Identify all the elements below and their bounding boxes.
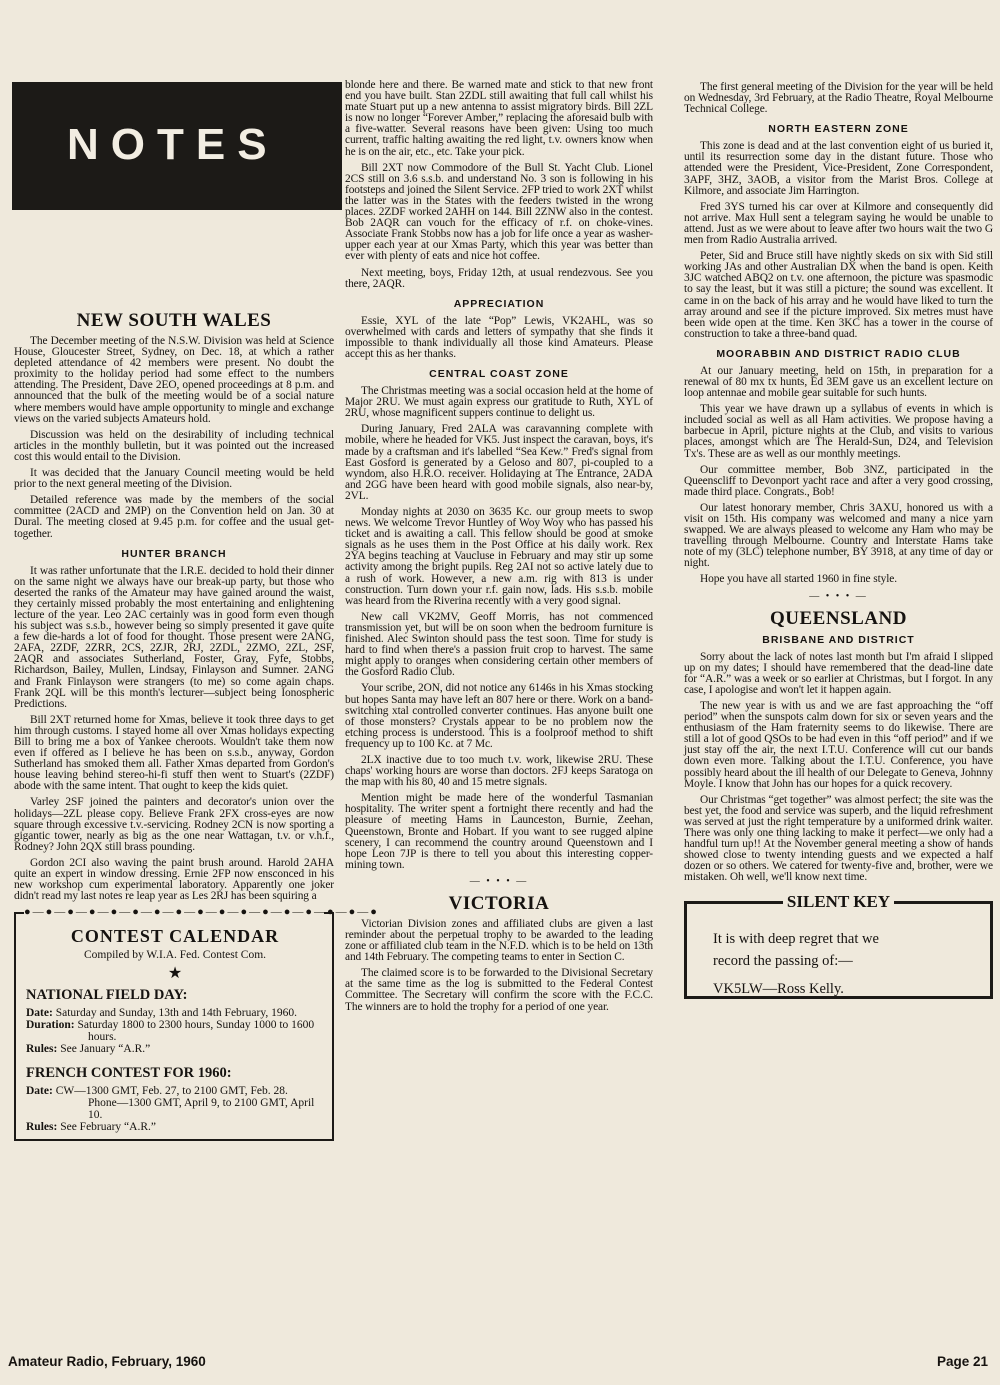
section-divider: — • • • — bbox=[809, 590, 868, 602]
field-day-date: Date: Saturday and Sunday, 13th and 14th February, 1960. bbox=[26, 1007, 297, 1020]
star-icon: ★ bbox=[167, 965, 183, 983]
paragraph: Sorry about the lack of notes last month but I'm afraid I slipped up on my dates; I should have remembered that the dead-line date for “A.R.” was a week or so earlier at Christmas, but I forgot. In any case, I apologise and won't let it happen again. bbox=[684, 650, 993, 696]
paragraph: Our Christmas “get together” was almost perfect; the site was the best yet, the food and service was superb, and the liquid refreshment was served at just the right temperature by a uniformed drink waiter. There was only one thing lacking to make it perfect—we only had a handful turn up!! At the November general meeting a show of hands showed close to twenty intending guests and we expected a half dozen or so others. We catered for twenty-five and, brother, were we mistaken. Oh well, we'll know next time. bbox=[684, 793, 993, 884]
hunter-heading: HUNTER BRANCH bbox=[121, 547, 227, 560]
paragraph: The claimed score is to be forwarded to the Divisional Secretary at the same time as the log is submitted to the Federal Contest Committee. The Secretary will confirm the score with the F.C.C. The winners are to hold the trophy for a period of one year. bbox=[345, 967, 653, 1013]
paragraph: Hope you have all started 1960 in fine style. bbox=[700, 573, 898, 586]
column-2 bbox=[345, 80, 653, 1018]
paragraph: Bill 2XT returned home for Xmas, believe it took three days to get him through customs. I stayed home all over Xmas holidays expecting Bill to bring me a box of Yankee cheroots. Wouldn't take them now even if offered as I believe he has been on s.s.b., anyway, Gordon Sutherland has smoked them all. Father Xmas departed from Gordon's house leaving behind stereo-hi-fi stuff then went to Stuart's (2ZDF) abode with the same intent. That ought to keep the kids quiet. bbox=[14, 713, 334, 793]
north-eastern-heading: NORTH EASTERN ZONE bbox=[768, 123, 909, 136]
nsw-section bbox=[14, 336, 334, 540]
paragraph: Our committee member, Bob 3NZ, participated in the Queenscliff to Devonport yacht race and after a very good crossing, made third place. Congrats., Bob! bbox=[684, 463, 993, 498]
paragraph: Varley 2SF joined the painters and decorator's union over the holidays—2ZL please copy. Believe Frank 2FX cross-eyes are now square through excessive t.v.-servicing. Rodney 2CN is now sporting a gigantic tower, nearly as big as the one near Wattagan, t.v. or v.h.f., Rodney? John 2QX still brass pounding. bbox=[14, 796, 334, 853]
victoria-heading: VICTORIA bbox=[448, 892, 550, 914]
paragraph: During January, Fred 2ALA was caravanning complete with mobile, where he headed for VK5. Just inspect the caravan, boys, it's made by a craftsman and it's labelled “Sea Kew.” Fred's signal from East Gosford is generated by a Geloso and 807, pi-coupled to a wyndom, also H.R.O. receiver. Holidaying at The Entrance, 2ADA and 2GG have been heard with good mobile signals, also near-by, 2VL. bbox=[345, 423, 653, 502]
queensland-heading: QUEENSLAND bbox=[770, 607, 907, 629]
silent-key-box bbox=[684, 892, 993, 999]
footer-page-number: Page 21 bbox=[936, 1354, 988, 1369]
paragraph: The December meeting of the N.S.W. Division was held at Science House, Gloucester Street, Sydney, on Dec. 18, at which a rather depleted attendance of 42 members were present. No doubt the proximity to the holiday period had some effect to the numbers attending. The President, Dave 2EO, opened proceedings at 8 p.m. and announced that the bulk of the meeting would be of a social nature where members would have ample opportunity to mingle and exchange views on the varied subjects Amateurs hold. bbox=[14, 335, 334, 425]
paragraph: Our latest honorary member, Chris 3AXU, honored us with a visit on 15th. His company was welcomed and many a nice yarn swapped. We are always pleased to welcome any Ham who may be travelling through Melbourne. Country and Interstate Hams take note of my (3LC) telephone number, BY 3918, at any time of day or night. bbox=[684, 501, 993, 570]
nsw-heading: NEW SOUTH WALES bbox=[76, 310, 272, 331]
paragraph: Essie, XYL of the late “Pop” Lewis, VK2AHL, was so overwhelmed with cards and letters of sympathy that she finds it impossible to thank individually all those kind Amateurs. Please accept this as her thanks. bbox=[345, 314, 653, 360]
french-contest-cw: Date: CW—1300 GMT, Feb. 27, to 2100 GMT, Feb. 28. bbox=[26, 1085, 288, 1098]
brisbane-heading: BRISBANE AND DISTRICT bbox=[762, 633, 915, 646]
column-1 bbox=[14, 82, 379, 1141]
paragraph: The new year is with us and we are fast approaching the “off period” when the sunspots calm down for six or seven years and the enthusiasm of the Ham fraternity seems to do likewise. There are still a lot of good QSOs to be had even in this “off period” and if we just stay off the air, the next I.T.U. Conference will cut our bands down even more. Talking about the I.T.U. Conference, you have possibly heard about the ill health of our Delegate to Geneva, Johnny Moyle. I know that John has our hopes for a quick recovery. bbox=[684, 699, 993, 790]
french-contest-rules: Rules: See February “A.R.” bbox=[26, 1121, 156, 1134]
contest-calendar-title: CONTEST CALENDAR bbox=[70, 926, 280, 947]
contest-compiled-by: Compiled by W.I.A. Fed. Contest Com. bbox=[83, 949, 267, 962]
moorabbin-heading: MOORABBIN AND DISTRICT RADIO CLUB bbox=[716, 347, 961, 360]
paragraph: It was rather unfortunate that the I.R.E. decided to hold their dinner on the same night we always have our break-up party, but those who deserted the ranks of the Amateur may have gained around the waist, they certainly missed probably the most entertaining and enlightening lecture of the year. Leo 2AC certainly was in good form even though his subject was s.s.b., however being so simply presented it gave quite a few die-hards a lot of food for thought. Those present were 2ANG, 2AFA, 2ZDF, 2ZRR, 2CS, 2ZJR, 2RJ, 2ZDL, 2ZMO, 2ZL, 2SF, 2AQR and associates Sutherland, Foster, Gray, Fyfe, Stobbs, Richardson, Bailey, Mullen, Lindsay, Finlayson and Sumner. 2ANG and Frank Finlayson were strangers (to me) so come again chaps. Frank 2QL will be this month's lecturer—subject being Ionospheric Predictions. bbox=[14, 564, 334, 710]
paragraph: This zone is dead and at the last convention eight of us buried it, until its resurrection some day in the distant future. Those who attended were the President, Vice-President, Zone Correspondent, 3APF, 3HZ, 3AOB, a visitor from the Marist Bros. College at Kilmore, and associate Jim Harrington. bbox=[684, 140, 993, 197]
silent-key-line: It is with deep regret that we bbox=[713, 931, 879, 948]
paragraph: Monday nights at 2030 on 3635 Kc. our group meets to swop news. We welcome Trevor Huntley of Woy Woy who has passed his ticket and is awaiting a call. This fellow should be good at smoke signals as he uses them in the Post Office at his daily work. Rex 2YA begins teaching at Vaucluse in February and may stir up some activity among the bright pupils. Reg 2AI not so active lately due to a rush of work. However, a new a.m. rig with 813 is under construction. Turn down your r.f. gain now, lads. His s.s.b. mobile was heard from the Riverina recently with a very good signal. bbox=[345, 506, 653, 607]
paragraph: Your scribe, 2ON, did not notice any 6146s in his Xmas stocking but hopes Santa may have left an 807 here or there. Work on a band-switching xtal controlled converter continues. Has anyone built one of those monsters? Crystals appear to be no problem now the etching process is understood. This is a foolproof method to shift frequency up to 100 Kc. at 7 Mc. bbox=[345, 682, 653, 750]
paragraph: Bill 2XT now Commodore of the Bull St. Yacht Club. Lionel 2CS still on 3.6 s.s.b. and understand No. 3 son is following in his footsteps and joined the Silent Service. 2FP tried to work 2XT whilst the latter was in the States with the feeders twisted in the wrong places. 2ZDF worked 2AHH on 144. Bill 2ZNW also in the contest. Bob 2AQR can vouch for the efficacy of r.f. on choke-vines. Associate Frank Stobbs now has a job for life once a year as washer-upper each year at our Xmas Party, which this year was better than ever with plenty of eats and nice hot coffee. bbox=[345, 161, 653, 263]
appreciation-heading: APPRECIATION bbox=[453, 297, 545, 310]
notes-header-block bbox=[12, 82, 342, 210]
paragraph: Gordon 2CI also waving the paint brush around. Harold 2AHA quite an expert in window dressing. Ernie 2FP now ensconced in his new workshop cum experimental laboratory. Apparently one joker didn't read my last notes re leap year as Les 2RJ has been squiring a bbox=[14, 856, 334, 903]
paragraph: This year we have drawn up a syllabus of events in which is included social as well as all Ham activities. We propose having a barbecue in April, picture nights at the Club, and visits to various places, amongst which are The Herald-Sun, D24, and Television Tx's. These are as well as our monthly meetings. bbox=[684, 403, 993, 460]
column-3 bbox=[684, 82, 993, 999]
section-divider: — • • • — bbox=[469, 875, 529, 887]
paragraph: Next meeting, boys, Friday 12th, at usual rendezvous. See you there, 2AQR. bbox=[345, 266, 653, 290]
hunter-section bbox=[14, 566, 334, 903]
silent-key-line: record the passing of:— bbox=[713, 953, 853, 970]
paragraph: The Christmas meeting was a social occasion held at the home of Major 2RU. We must again express our gratitude to Ruth, XYL of 2RU, whose magnificent suppers continue to delight us. bbox=[345, 385, 653, 420]
contest-calendar-box bbox=[14, 906, 379, 1141]
paragraph: Discussion was held on the desirability of including technical articles in the monthly bulletin, but it was pointed out the increased cost this would entail to the Division. bbox=[14, 428, 334, 463]
field-day-heading: NATIONAL FIELD DAY: bbox=[26, 987, 188, 1004]
contest-border-ticks: ●—●—●—●—●—●—●—●—●—●—●—●—●—●—●—●—● bbox=[24, 906, 379, 919]
paragraph: Detailed reference was made by the members of the social committee (2ACD and 2MP) on the Convention held on Jan. 30 at Dural. The meeting closed at 9.45 p.m. for coffee and the usual get-together. bbox=[14, 494, 334, 540]
field-day-duration: Duration: Saturday 1800 to 2300 hours, Sunday 1000 to 1600 hours. bbox=[26, 1019, 315, 1044]
notes-title: NOTES bbox=[67, 120, 279, 169]
central-coast-heading: CENTRAL COAST ZONE bbox=[429, 368, 569, 381]
paragraph: Victorian Division zones and affiliated clubs are given a last reminder about the perpetual trophy to be awarded to the leading zone or affiliated club team in the N.F.D. which is to be held on 13th and 14th February. The competing teams to enter in Section C. bbox=[345, 917, 653, 964]
french-contest-phone: Phone—1300 GMT, April 9, to 2100 GMT, April 10. bbox=[88, 1097, 315, 1122]
paragraph: Fred 3YS turned his car over at Kilmore and consequently did not arrive. Max Hull sent a telegram saying he would be unable to attend. Just as we were about to leave after two hours wait the two G men from Radio Australia arrived. bbox=[684, 200, 993, 247]
paragraph: At our January meeting, held on 15th, in preparation for a renewal of 80 mx tx hunts, Ed 3EM gave us an excellent lecture on loop antennae and mobile gear suitable for such hunts. bbox=[684, 364, 993, 400]
footer-publication: Amateur Radio, February, 1960 bbox=[8, 1354, 206, 1369]
silent-key-title: SILENT KEY bbox=[687, 892, 990, 912]
paragraph: 2LX inactive due to too much t.v. work, likewise 2RU. These chaps' working hours are worse than doctors. 2FJ keeps Saratoga on the map with his 80, 40 and 15 metre signals. bbox=[345, 753, 653, 789]
french-contest-heading: FRENCH CONTEST FOR 1960: bbox=[26, 1065, 232, 1082]
paragraph: New call VK2MV, Geoff Morris, has not commenced transmission yet, but will be on soon when the bedroom furniture is finished. Alec Swinton should pass the test soon. Time for study is hard to find when there's a passion fruit crop to harvest. The same might apply to oranges when considering certain other members of the Gosford Radio Club. bbox=[345, 610, 653, 679]
paragraph: Peter, Sid and Bruce still have nightly skeds on six with Sid still working JAs and other Australian DX when the band is open. Keith 3JC watched ABQ2 on t.v. one afternoon, the picture was spasmodic to say the least, but it was still a picture; the sound was excellent. It came in on the back of his array and he would have liked to turn the array around and see if the picture improved. Six metres must have been wide open at the time. Ken 3KC has a tower in the course of construction to take a three-band quad. bbox=[684, 250, 993, 340]
field-day-rules: Rules: See January “A.R.” bbox=[26, 1043, 151, 1056]
paragraph: blonde here and there. Be warned mate and stick to that new front end you have built. Stan 2ZDL still awaiting that full call whilst his mate Stuart put up a new antenna to assist migratory birds. Bill 2ZL is now no longer “Forever Amber,” replacing the aforesaid bulb with a five-watter. Several reasons have been given: Using too much current, traffic halting awaiting the red light, t.v. owners know when he is on the air, etc., etc. Take your pick. bbox=[345, 79, 653, 158]
paragraph: The first general meeting of the Division for the year will be held on Wednesday, 3rd February, at the Radio Theatre, Royal Melbourne Technical College. bbox=[684, 81, 993, 116]
silent-key-name: VK5LW—Ross Kelly. bbox=[713, 981, 844, 998]
paragraph: Mention might be made here of the wonderful Tasmanian hospitality. The writer spent a fortnight there recently and had the pleasure of meeting Hams in Launceston, Burnie, Zeehan, Queenstown, Bronte and Hobart. If you want to see rugged alpine scenery, I can recommend the country around Queenstown and I hope Leon 7JP is there to tell you about this interesting copper-mining town. bbox=[345, 792, 653, 871]
paragraph: It was decided that the January Council meeting would be held prior to the next general meeting of the Division. bbox=[14, 467, 334, 491]
